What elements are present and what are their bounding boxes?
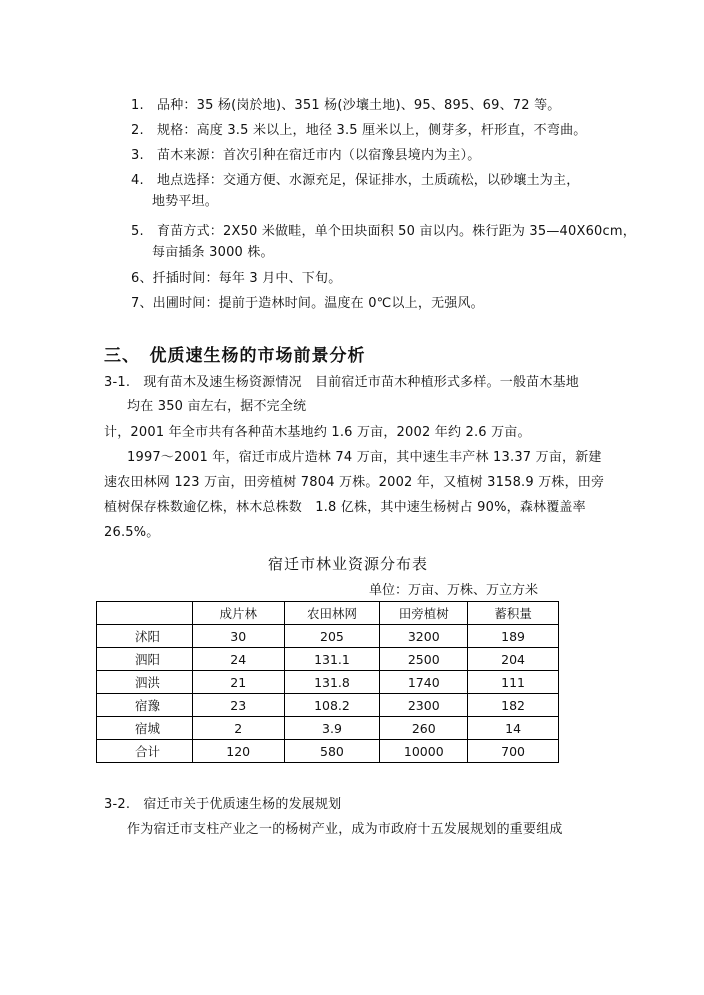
resource-table	[96, 601, 559, 763]
table-cell: 2	[192, 717, 284, 740]
list-item-6: 6、扦插时间：每年 3 月中、下旬。	[131, 271, 342, 286]
region-cell: 合计	[97, 740, 193, 763]
region-cell: 宿城	[97, 717, 193, 740]
para-3-1-line-2: 均在 350 亩左右，据不完全统	[127, 399, 307, 414]
table-unit: 单位：万亩、万株、万立方米	[369, 583, 539, 598]
table-cell: 3.9	[284, 717, 380, 740]
table-cell: 30	[192, 625, 284, 648]
table-cell: 700	[468, 740, 559, 763]
table-row	[97, 694, 559, 717]
table-cell: 205	[284, 625, 380, 648]
header-cell: 蓄积量	[468, 602, 559, 625]
table-cell: 2300	[380, 694, 468, 717]
para-3-1-line-3: 计，2001 年全市共有各种苗木基地约 1.6 万亩，2002 年约 2.6 万亩。	[104, 425, 531, 440]
list-item-2: 2. 规格：高度 3.5 米以上，地径 3.5 厘米以上，侧芽多，杆形直，不弯曲。	[131, 123, 587, 138]
table-cell: 580	[284, 740, 380, 763]
para-3-2-line-1: 作为宿迁市支柱产业之一的杨树产业，成为市政府十五发展规划的重要组成	[127, 822, 563, 837]
table-row	[97, 717, 559, 740]
table-cell: 120	[192, 740, 284, 763]
table-cell: 23	[192, 694, 284, 717]
table-cell: 131.8	[284, 671, 380, 694]
para-3-1-line-1: 3-1. 现有苗木及速生杨资源情况 目前宿迁市苗木种植形式多样。一般苗木基地	[104, 375, 579, 390]
para-3-1-line-4: 1997～2001 年，宿迁市成片造林 74 万亩，其中速生丰产林 13.37 万亩，新建	[127, 450, 602, 465]
region-cell: 宿豫	[97, 694, 193, 717]
table-cell: 189	[468, 625, 559, 648]
table-cell: 260	[380, 717, 468, 740]
table-cell: 111	[468, 671, 559, 694]
table-cell: 14	[468, 717, 559, 740]
table-row	[97, 671, 559, 694]
table-cell: 182	[468, 694, 559, 717]
header-cell	[97, 602, 193, 625]
list-item-4-cont: 地势平坦。	[152, 194, 219, 209]
table-cell: 1740	[380, 671, 468, 694]
list-item-5: 5. 育苗方式：2X50 米做畦，单个田块面积 50 亩以内。株行距为 35—40X60cm，	[131, 224, 636, 239]
list-item-4: 4. 地点选择：交通方便、水源充足，保证排水，土质疏松，以砂壤土为主，	[131, 173, 580, 188]
header-cell: 农田林网	[284, 602, 380, 625]
table-cell: 2500	[380, 648, 468, 671]
region-cell: 泗阳	[97, 648, 193, 671]
region-cell: 泗洪	[97, 671, 193, 694]
list-item-3: 3. 苗木来源：首次引种在宿迁市内（以宿豫县境内为主）。	[131, 148, 481, 163]
para-3-1-line-6: 植树保存株数逾亿株，林木总株数 1.8 亿株，其中速生杨树占 90%，森林覆盖率	[104, 500, 586, 515]
region-cell: 沭阳	[97, 625, 193, 648]
header-cell: 成片林	[192, 602, 284, 625]
table-cell: 10000	[380, 740, 468, 763]
list-item-1: 1. 品种：35 杨(岗於地)、351 杨(沙壤土地)、95、895、69、72 等。	[131, 98, 561, 113]
para-3-1-line-5: 速农田林网 123 万亩，田旁植树 7804 万株。2002 年，又植树 3158.9 万株，田旁	[104, 475, 605, 490]
para-3-2-heading: 3-2. 宿迁市关于优质速生杨的发展规划	[104, 797, 342, 812]
table-cell: 21	[192, 671, 284, 694]
list-item-5-cont: 每亩插条 3000 株。	[152, 245, 274, 260]
list-item-7: 7、出圃时间：提前于造林时间。温度在 0℃以上，无强风。	[131, 296, 484, 311]
section-heading: 三、 优质速生杨的市场前景分析	[104, 346, 366, 366]
table-cell: 3200	[380, 625, 468, 648]
para-3-1-line-7: 26.5%。	[104, 525, 160, 540]
table-cell: 24	[192, 648, 284, 671]
table-row	[97, 648, 559, 671]
table-cell: 204	[468, 648, 559, 671]
table-header-row	[97, 602, 559, 625]
table-total-row	[97, 740, 559, 763]
table-cell: 108.2	[284, 694, 380, 717]
table-cell: 131.1	[284, 648, 380, 671]
table-row	[97, 625, 559, 648]
header-cell: 田旁植树	[380, 602, 468, 625]
table-caption: 宿迁市林业资源分布表	[268, 555, 429, 573]
